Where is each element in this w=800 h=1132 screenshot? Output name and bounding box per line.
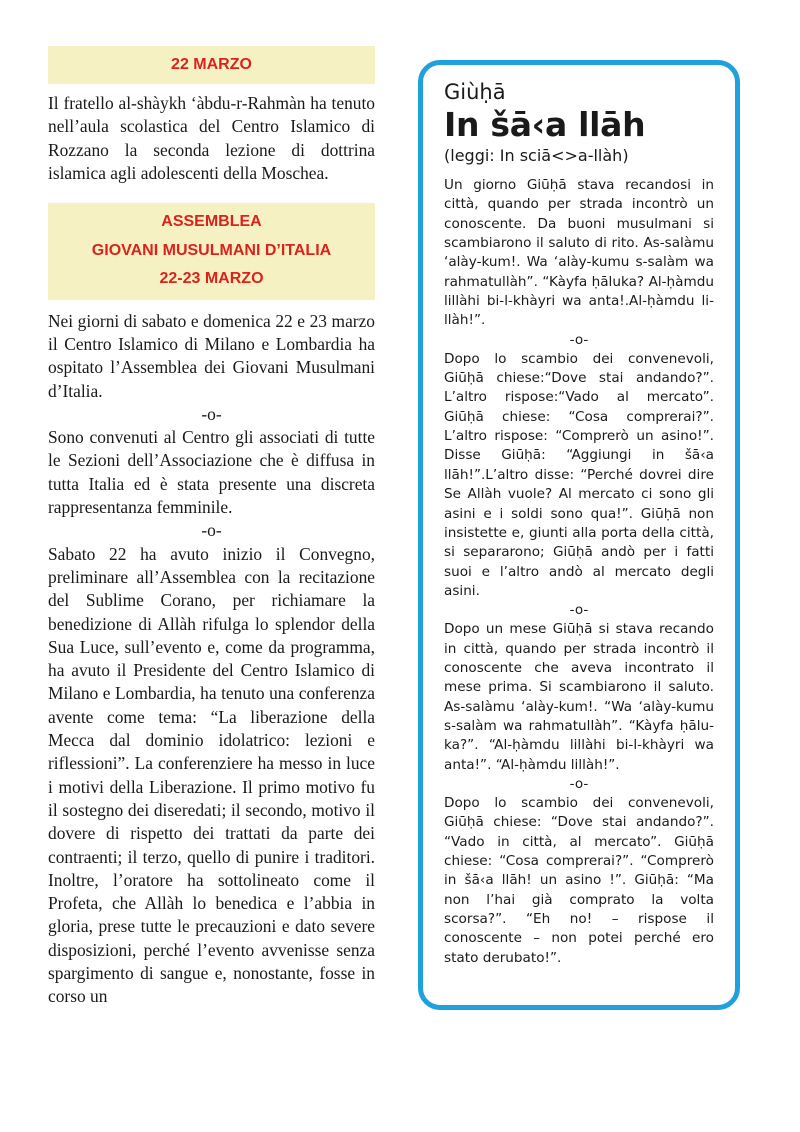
news-paragraph: Il fratello al-shàykh ‘àbdu-r-Rahmàn ha tenuto nell’aula scolastica del Centro Islamico di Rozzano la seconda lezione di dottrina islamica agli adolescenti della Moschea. [48, 93, 375, 183]
assembly-banner-line: GIOVANI MUSULMANI D’ITALIA [91, 241, 332, 259]
separator: -o- [201, 403, 222, 424]
story-paragraph: Dopo un mese Giūḥā si stava recando in città, quando per strada incontrò il conoscente che aveva incontrato il mese prima. Si scambiarono il saluto. As-salàmu ‘alày-kum!. “Wa ‘alày-kumu s-salàm wa rahmatullàh”. “Kàyfa ḥālu-ka?”. “Al-ḥàmdu lillàhi bi-l-khàyri wa anta!”. “Al-ḥàmdu lillàh!”. [444, 621, 714, 773]
story-subtitle: (leggi: In sciā<>a-llàh) [444, 146, 629, 165]
separator: -o- [569, 602, 589, 619]
story-title: In šā‹a llāh [444, 105, 646, 144]
story-paragraph: Dopo lo scambio dei convenevoli, Giūḥā chiese:“Dove stai andando?”. L’altro rispose:“Vado al mercato”. Giūḥā chiese: “Cosa comprerai?”. L’altro rispose: “Comprerò un asino!”. Disse Giūḥā: “Aggiungi in šā‹a llāh!”.L’altro disse: “Perché dovrei dire Se Allàh vuole? Al mercato ci sono gli asini e i soldi sono qua!”. Giūḥā non insistette e, giunti alla porta della città, si separarono; Giūḥā andò per i fatti suoi e l’altro andò al mercato degli asini. [444, 350, 714, 599]
story-box [418, 60, 740, 1010]
left-column [48, 46, 375, 1009]
story-paragraph: Un giorno Giūḥā stava recandosi in città, quando per strada incontrò un conoscente. Da buoni musulmani si scambiarono il saluto di rito. As-salàmu ‘alày-kum!. Wa ‘alày-kumu s-salàm wa rahmatullàh”. “Kàyfa ḥāluka? Al-ḥàmdu lillàhi bi-l-khàyri wa anta!.Al-ḥàmdu li-llàh!”. [444, 177, 714, 329]
separator: -o- [201, 520, 222, 541]
article-paragraph: Sabato 22 ha avuto inizio il Convegno, preliminare all’Assemblea con la recitazione del Sublime Corano, per richiamare la benedizione di Allàh rifulga lo splendor della Sua Luce, sull’evento e, come da programma, ha avuto il Presidente del Centro Islamico di Milano e Lombardia, ha tenuto una conferenza avente come tema: “La liberazione della Mecca dal dominio idolatrico: lezioni e riflessioni”. La conferenziere ha messo in luce i motivi della Liberazione. Il primo motivo fu il sostegno dei diseredati; il secondo, motivo il dovere di rispetto dei trattati da parte dei contraenti; il terzo, quello di punire i traditori. Inoltre, l’oratore ha sottolineato come il Profeta, che Allàh lo benedica e l’abbia in gloria, prese tutte le precauzioni e dato severe disposizioni, perché l’evento avvenisse senza spargimento di sangue e, nonostante, fosse in corso un [48, 543, 375, 1007]
article-paragraph: Sono convenuti al Centro gli associati di tutte le Sezioni dell’Associazione che è diffusa in tutta Italia ed è stata presente una discreta rappresentanza femminile. [48, 427, 375, 518]
separator: -o- [569, 331, 589, 348]
story-kicker: Giùḥā [444, 80, 506, 104]
story-paragraph: Dopo lo scambio dei convenevoli, Giūḥā chiese: “Dove stai andando?”. “Vado in città, al mercato”. Giūḥā chiese: “Cosa comprerai?”. “Comprerò in šā‹a llāh! un asino !”. Giūḥā: “Ma non l’hai già comprato la volta scorsa?”. “Eh no! – rispose il conoscente – non potei perché ero stato derubato!”. [444, 794, 714, 966]
date-banner [48, 46, 375, 84]
assembly-banner [48, 203, 375, 300]
article-paragraph: Nei giorni di sabato e domenica 22 e 23 marzo il Centro Islamico di Milano e Lombardia ha ospitato l’Assemblea dei Giovani Musulmani d’Italia. [48, 310, 375, 401]
separator: -o- [569, 775, 589, 792]
assembly-banner-line: 22-23 MARZO [159, 270, 264, 288]
assembly-banner-line: ASSEMBLEA [161, 213, 262, 231]
date-banner-title: 22 MARZO [171, 56, 252, 73]
